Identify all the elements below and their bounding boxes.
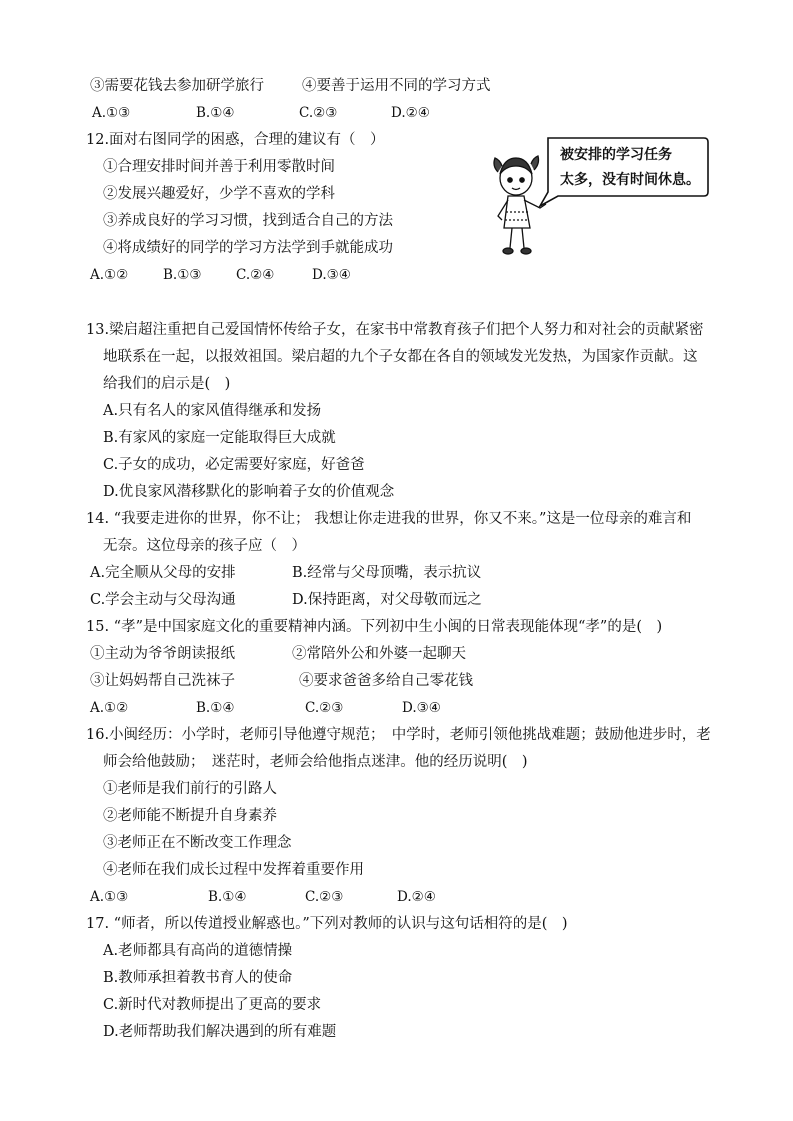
q12-option-d: D.③④ xyxy=(312,267,351,283)
q13-stem-line-1: 13.梁启超注重把自己爱国情怀传给子女，在家书中常教育孩子们把个人努力和对社会的贡献紧密 xyxy=(86,322,704,338)
q11-option-d: D.②④ xyxy=(391,105,430,121)
girl-figure xyxy=(494,156,546,254)
q14-stem-line-2: 无奈。这位母亲的孩子应（ ） xyxy=(103,538,306,554)
q12-option-b: B.①③ xyxy=(163,267,202,283)
q12-statement-1: ①合理安排时间并善于利用零散时间 xyxy=(103,159,335,175)
q15-option-b: B.①④ xyxy=(196,700,235,716)
q11-statement-3: ③需要花钱去参加研学旅行 xyxy=(90,78,264,94)
q15-option-d: D.③④ xyxy=(402,700,441,716)
q14-option-d: D.保持距离，对父母敬而远之 xyxy=(292,592,482,608)
q11-option-a: A.①③ xyxy=(92,105,131,121)
q15-option-a: A.①② xyxy=(90,700,129,716)
q15-option-c: C.②③ xyxy=(305,700,344,716)
q14-option-c: C.学会主动与父母沟通 xyxy=(90,592,236,608)
q16-statement-2: ②老师能不断提升自身素养 xyxy=(103,808,277,824)
q11-option-b: B.①④ xyxy=(196,105,235,121)
q16-statement-3: ③老师正在不断改变工作理念 xyxy=(103,835,292,851)
q11-option-c: C.②③ xyxy=(299,105,338,121)
q12-illustration xyxy=(488,130,713,265)
q16-stem-line-1: 16.小闽经历：小学时，老师引导他遵守规范； 中学时，老师引领他挑战难题；鼓励他进步时，老 xyxy=(86,727,711,743)
q13-option-d: D.优良家风潜移默化的影响着子女的价值观念 xyxy=(103,484,395,500)
q15-statement-2: ②常陪外公和外婆一起聊天 xyxy=(292,646,466,662)
q17-stem: 17. “师者，所以传道授业解惑也。”下列对教师的认识与这句话相符的是( ) xyxy=(86,916,568,932)
q12-stem: 12.面对右图同学的困惑，合理的建议有（ ） xyxy=(86,132,385,148)
q15-statement-1: ①主动为爷爷朗读报纸 xyxy=(90,646,235,662)
q13-option-c: C.子女的成功，必定需要好家庭，好爸爸 xyxy=(103,457,365,473)
q12-statement-2: ②发展兴趣爱好，少学不喜欢的学科 xyxy=(103,186,335,202)
q15-statement-3: ③让妈妈帮自己洗袜子 xyxy=(90,673,235,689)
q15-statement-4: ④要求爸爸多给自己零花钱 xyxy=(299,673,473,689)
q13-stem-line-3: 给我们的启示是( ) xyxy=(103,376,231,392)
q17-option-b: B.教师承担着教书育人的使命 xyxy=(103,970,293,986)
q15-stem: 15. “孝”是中国家庭文化的重要精神内涵。下列初中生小闽的日常表现能体现“孝”的是( ) xyxy=(86,619,663,635)
q12-statement-3: ③养成良好的学习习惯，找到适合自己的方法 xyxy=(103,213,393,229)
q16-option-a: A.①③ xyxy=(90,889,129,905)
q12-option-a: A.①② xyxy=(90,267,129,283)
q16-option-b: B.①④ xyxy=(208,889,247,905)
q16-option-c: C.②③ xyxy=(305,889,344,905)
q16-stem-line-2: 师会给他鼓励； 迷茫时，老师会给他指点迷津。他的经历说明( ) xyxy=(103,754,528,770)
q11-statement-4: ④要善于运用不同的学习方式 xyxy=(302,78,491,94)
q13-option-b: B.有家风的家庭一定能取得巨大成就 xyxy=(103,430,336,446)
q14-option-b: B.经常与父母顶嘴，表示抗议 xyxy=(292,565,482,581)
q16-statement-4: ④老师在我们成长过程中发挥着重要作用 xyxy=(103,862,364,878)
q17-option-a: A.老师都具有高尚的道德情操 xyxy=(103,943,293,959)
q17-option-c: C.新时代对教师提出了更高的要求 xyxy=(103,997,322,1013)
q16-statement-1: ①老师是我们前行的引路人 xyxy=(103,781,277,797)
bubble-line-1: 被安排的学习任务 xyxy=(560,147,672,163)
q13-stem-line-2: 地联系在一起，以报效祖国。梁启超的九个子女都在各自的领域发光发热，为国家作贡献。这 xyxy=(103,349,698,365)
q17-option-d: D.老师帮助我们解决遇到的所有难题 xyxy=(103,1024,337,1040)
q12-option-c: C.②④ xyxy=(236,267,275,283)
bubble-line-2: 太多，没有时间休息。 xyxy=(560,172,700,188)
girl-with-speech-bubble-image xyxy=(488,130,713,265)
q14-stem-line-1: 14. “我要走进你的世界，你不让； 我想让你走进我的世界，你又不来。”这是一位母亲的难言和 xyxy=(86,511,692,527)
q12-statement-4: ④将成绩好的同学的学习方法学到手就能成功 xyxy=(103,240,393,256)
q14-option-a: A.完全顺从父母的安排 xyxy=(90,565,236,581)
q13-option-a: A.只有名人的家风值得继承和发扬 xyxy=(103,403,322,419)
q16-option-d: D.②④ xyxy=(397,889,436,905)
